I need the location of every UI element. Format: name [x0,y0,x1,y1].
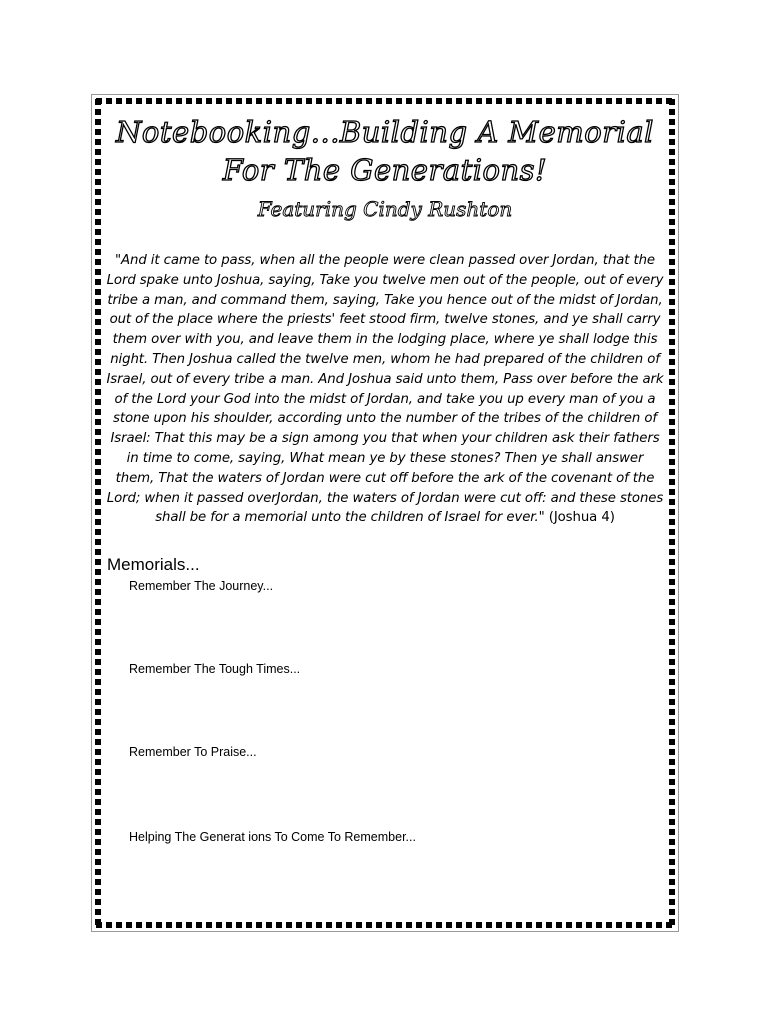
title-line-2: For The Generations! [222,153,548,187]
page-title [112,113,658,189]
dashed-border-bottom [96,922,674,928]
page-subtitle: Featuring Cindy Rushton [257,197,513,221]
prompt-helping-generations: Helping The Generat ions To Come To Remember... [129,830,416,844]
prompt-remember-to-praise: Remember To Praise... [129,745,257,759]
memorials-heading: Memorials... [107,555,200,574]
scripture-text: "And it came to pass, when all the people were clean passed over Jordan, that the Lord spake unto Joshua, saying, Take you twelve men out of the people, out of every tribe a man, and command them, saying, Take you hence out of the midst of Jordan, out of the place where the priests' feet stood firm, twelve stones, and ye shall carry them over with you, and leave them in the lodging place, where ye shall lodge this night. Then Joshua called the twelve men, whom he had prepared of the children of Israel, out of every tribe a man. And Joshua said unto them, Pass over before the ark of the Lord your God into the midst of Jordan, and take you up every man of you a stone upon his shoulder, according unto the number of the tribes of the children of Israel: That this may be a sign among you that when your children ask their fathers in time to come, saying, What mean ye by these stones? Then ye shall answer them, That the waters of Jordan were cut off before the ark of the covenant of the Lord; when it passed overJordan, the waters of Jordan were cut off: and these stones shall be for a memorial unto the children of Israel for ever." [106,253,664,526]
page-border-frame [91,94,679,932]
title-line-1: Notebooking...Building A Memorial [116,115,654,149]
prompt-remember-tough-times: Remember The Tough Times... [129,662,301,676]
prompt-remember-journey: Remember The Journey... [129,579,274,593]
dashed-border-top [96,98,674,104]
dashed-border-right [669,99,675,927]
scripture-passage [106,251,664,528]
scripture-reference: (Joshua 4) [548,510,615,526]
dashed-border-left [95,99,101,927]
